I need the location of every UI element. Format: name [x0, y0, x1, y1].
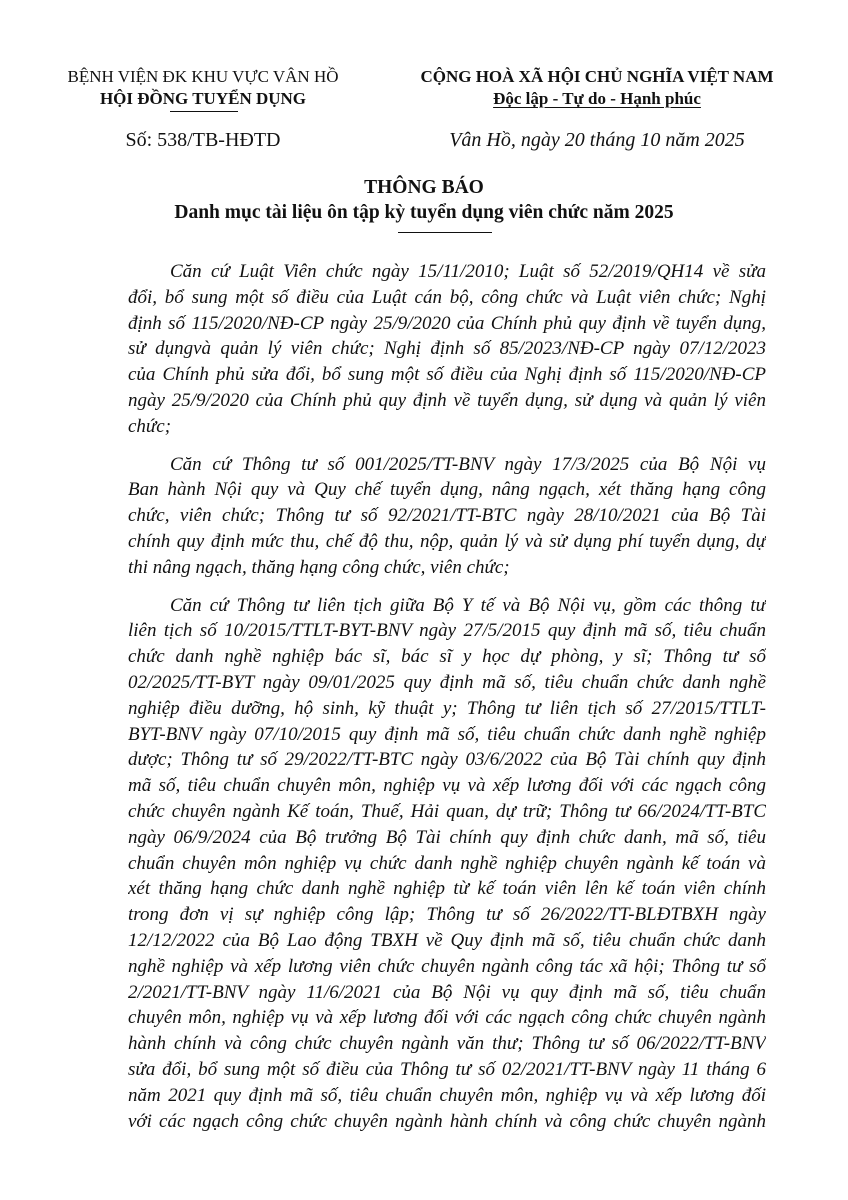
- document-subtitle: Danh mục tài liệu ôn tập kỳ tuyển dụng viên chức năm 2025: [174, 202, 674, 223]
- text-line: dược; Thông tư số 29/2022/TT-BTC ngày 03/6/2022 của Bộ Tài chính quy định: [128, 749, 766, 771]
- text-line: mã số, tiêu chuẩn chuyên môn, nghiệp vụ và xếp lương đối với các ngạch công: [128, 775, 766, 797]
- subtitle-underline: [398, 232, 492, 233]
- text-line: ngày 25/9/2020 của Chính phủ quy định về tuyển dụng, sử dụng và quản lý viên: [128, 389, 766, 411]
- text-line: chức chuyên ngành Kế toán, Thuế, Hải quan, dự trữ; Thông tư 66/2024/TT-BTC: [128, 800, 766, 822]
- text-line: nghiệp điều dưỡng, hộ sinh, kỹ thuật y; Thông tư liên tịch số 27/2015/TTLT-: [128, 697, 766, 719]
- document-title: THÔNG BÁO: [364, 177, 484, 198]
- text-line: 2/2021/TT-BNV ngày 11/6/2021 của Bộ Nội vụ quy định mã số, tiêu chuẩn: [128, 981, 766, 1003]
- document-body: [128, 259, 766, 1146]
- country-name: CỘNG HOÀ XÃ HỘI CHỦ NGHĨA VIỆT NAM: [420, 67, 774, 86]
- text-line: Căn cứ Thông tư liên tịch giữa Bộ Y tế và Bộ Nội vụ, gồm các thông tư: [170, 594, 766, 616]
- paragraph: [128, 452, 766, 581]
- text-line: 02/2025/TT-BYT ngày 09/01/2025 quy định mã số, tiêu chuẩn chức danh nghề: [128, 671, 766, 693]
- hospital-name: BỆNH VIỆN ĐK KHU VỰC VÂN HỒ: [67, 67, 339, 86]
- text-line: Căn cứ Luật Viên chức ngày 15/11/2010; Luật số 52/2019/QH14 về sửa: [170, 261, 766, 282]
- council-name: HỘI ĐỒNG TUYỂN DỤNG: [99, 89, 307, 108]
- paragraph: [128, 593, 766, 1135]
- paragraph: [128, 259, 766, 440]
- text-line: ngày 06/9/2024 của Bộ trưởng Bộ Tài chính quy định chức danh, mã số, tiêu: [128, 826, 766, 848]
- text-line: Căn cứ Thông tư số 001/2025/TT-BNV ngày 17/3/2025 của Bộ Nội vụ: [170, 453, 766, 475]
- text-line: chức danh nghề nghiệp bác sĩ, bác sĩ y học dự phòng, y sĩ; Thông tư số: [128, 646, 766, 668]
- text-line: của Chính phủ sửa đổi, bổ sung một số điều của Nghị định số 115/2020/NĐ-CP: [128, 364, 766, 386]
- text-line: năm 2021 quy định mã số, tiêu chuẩn chuyên môn, nghiệp vụ và xếp lương đối: [128, 1084, 766, 1106]
- text-line: chuyên môn, nghiệp vụ và xếp lương đối với các ngạch công chức chuyên ngành: [128, 1007, 766, 1029]
- text-line: liên tịch số 10/2015/TTLT-BYT-BNV ngày 27/5/2015 quy định mã số, tiêu chuẩn: [128, 620, 766, 642]
- text-line: BYT-BNV ngày 07/10/2015 quy định mã số, tiêu chuẩn chức danh nghề nghiệp: [128, 723, 766, 745]
- text-line: với các ngạch công chức chuyên ngành hành chính và công chức chuyên ngành: [128, 1110, 766, 1132]
- text-line: nghề nghiệp và xếp lương viên chức chuyên ngành công tác xã hội; Thông tư số: [128, 955, 766, 977]
- text-line: chức, viên chức; Thông tư số 92/2021/TT-BTC ngày 28/10/2021 của Bộ Tài: [128, 505, 766, 527]
- text-line: đổi, bổ sung một số điều của Luật cán bộ, công chức và Luật viên chức; Nghị: [128, 286, 766, 308]
- text-line: chuẩn chuyên môn nghiệp vụ chức danh nghề nghiệp chuyên ngành kế toán và: [128, 852, 766, 874]
- text-line: sử dụngvà quản lý viên chức; Nghị định số 85/2023/NĐ-CP ngày 07/12/2023: [128, 338, 766, 360]
- text-line: định số 115/2020/NĐ-CP ngày 25/9/2020 của Chính phủ quy định về tuyển dụng,: [128, 312, 766, 334]
- text-line: hành chính và công chức chuyên ngành văn thư; Thông tư số 06/2022/TT-BNV: [128, 1033, 766, 1055]
- national-motto: Độc lập - Tự do - Hạnh phúc: [493, 89, 701, 108]
- text-line: xét thăng hạng chức danh nghề nghiệp từ kế toán viên lên kế toán viên chính: [128, 878, 766, 900]
- text-line: thi nâng ngạch, thăng hạng công chức, viên chức;: [128, 556, 510, 578]
- text-line: chức;: [128, 415, 172, 437]
- council-underline: [170, 111, 238, 112]
- text-line: trong đơn vị sự nghiệp công lập; Thông tư số 26/2022/TT-BLĐTBXH ngày: [128, 904, 766, 926]
- document-number: Số: 538/TB-HĐTD: [125, 129, 281, 151]
- text-line: Ban hành Nội quy và Quy chế tuyển dụng, nâng ngạch, xét thăng hạng công: [128, 479, 766, 501]
- text-line: sửa đổi, bổ sung một số điều của Thông tư số 02/2021/TT-BNV ngày 11 tháng 6: [128, 1058, 766, 1080]
- text-line: 12/12/2022 của Bộ Lao động TBXH về Quy định mã số, tiêu chuẩn chức danh: [128, 929, 766, 951]
- text-line: chính quy định mức thu, chế độ thu, nộp, quản lý và sử dụng phí tuyển dụng, dự: [128, 530, 766, 552]
- place-and-date: Vân Hồ, ngày 20 tháng 10 năm 2025: [449, 129, 745, 151]
